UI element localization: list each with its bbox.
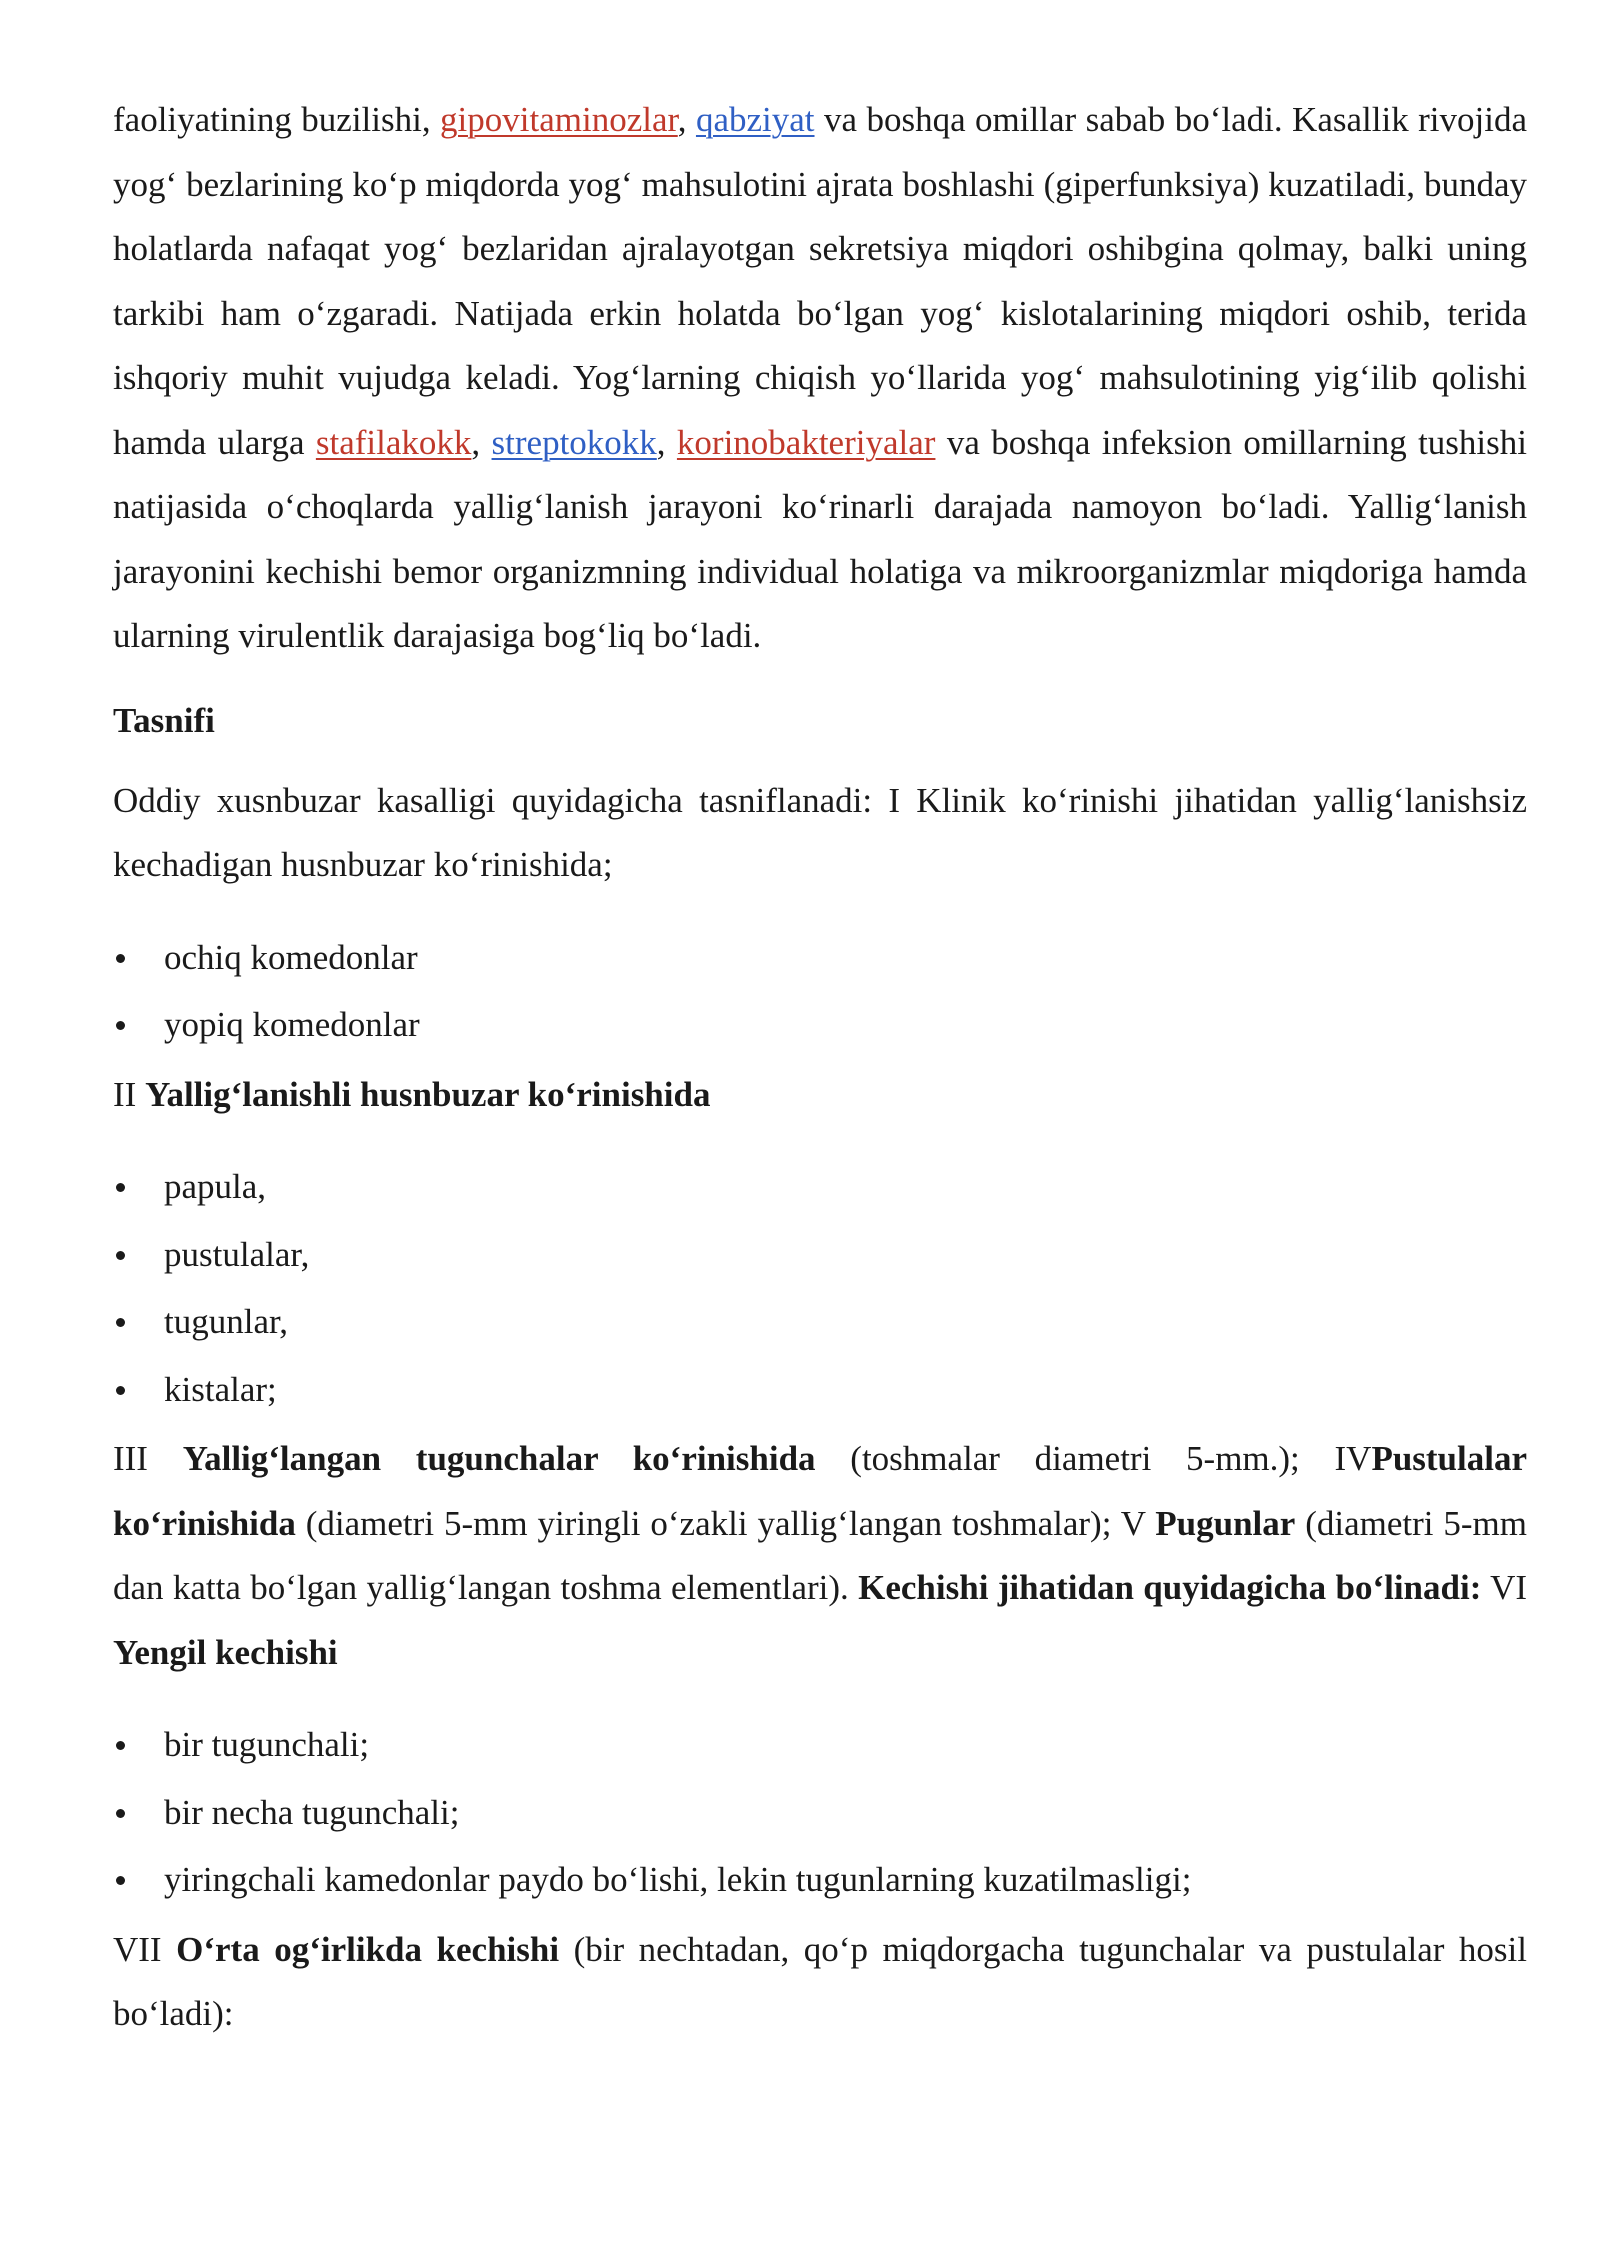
link-korinobakteriyalar[interactable]: korinobakteriyalar	[676, 422, 936, 462]
bullet-icon	[116, 1251, 125, 1260]
intro-text: ,	[656, 422, 677, 462]
bullet-list-inflammatory	[113, 1153, 1527, 1423]
intro-text: faoliyatining buzilishi,	[113, 100, 441, 139]
list-item	[113, 924, 1527, 992]
bullet-icon	[116, 1876, 125, 1885]
list-item-text: yopiq komedonlar	[164, 1005, 420, 1044]
list-item	[113, 1153, 1527, 1221]
list-item-text: pustulalar,	[164, 1234, 310, 1274]
list-item-text: bir tugunchali;	[164, 1725, 370, 1764]
bullet-list-mild	[113, 1711, 1527, 1914]
intro-text: ,	[471, 422, 492, 462]
roman-numeral: II	[113, 1074, 146, 1114]
link-streptokokk[interactable]: streptokokk	[491, 422, 657, 462]
link-qabziyat[interactable]: qabziyat	[695, 100, 815, 139]
bullet-icon	[116, 1741, 125, 1750]
paragraph-text: (diametri 5-mm yiringli o‘zakli yallig‘langan toshmalar); V	[295, 1503, 1156, 1543]
group-2-heading	[113, 1063, 1527, 1128]
section-heading-tasnifi: Tasnifi	[113, 700, 215, 740]
bullet-icon	[116, 1386, 125, 1395]
paragraph-text: (toshmalar diametri 5-mm.); IV	[815, 1439, 1372, 1478]
list-item-text: ochiq komedonlar	[164, 937, 418, 977]
intro-text: va boshqa omillar sabab bo‘ladi. Kasallik rivojida yog‘ bezlarining ko‘p miqdorda yog‘ mahsulotini ajrata boshlashi (giperfunksiya) kuzatiladi, bunday holatlarda nafaqat yog‘ bezlaridan ajralayotgan sekretsiya miqdori oshibgina qolmay, balki uning tarkibi ham o‘zgaradi. Natijada erkin holatda bo‘lgan yog‘ kislotalarining miqdori oshib, terida ishqoriy muhit vujudga keladi. Yog‘larning chiqish yo‘llarida yog‘ mahsulotining yig‘ilib qolishi hamda ularga	[113, 100, 1527, 462]
bullet-icon	[116, 1809, 125, 1818]
classification-intro: Oddiy xusnbuzar kasalligi quyidagicha tasniflanadi: I Klinik ko‘rinishi jihatidan yallig‘lanishsiz kechadigan husnbuzar ko‘rinishida;	[113, 780, 1527, 884]
paragraph-text: VI	[1481, 1568, 1528, 1607]
list-item-text: yiringchali kamedonlar paydo bo‘lishi, lekin tugunlarning kuzatilmasligi;	[164, 1860, 1192, 1899]
roman-numeral: VII	[113, 1929, 177, 1969]
bold-term: O‘rta og‘irlikda kechishi	[176, 1929, 560, 1969]
list-item	[113, 1846, 1527, 1914]
link-stafilakokk[interactable]: stafilakokk	[315, 422, 472, 462]
bold-term: Yallig‘langan tugunchalar ko‘rinishida	[182, 1439, 816, 1478]
list-item	[113, 1221, 1527, 1289]
link-gipovitaminozlar[interactable]: gipovitaminozlar	[440, 100, 678, 139]
group-title: Yallig‘lanishli husnbuzar ko‘rinishida	[145, 1074, 711, 1114]
list-item-text: kistalar;	[164, 1369, 277, 1409]
list-item	[113, 991, 1527, 1059]
bold-term: Pustulalar ko‘rinishida	[113, 1439, 1528, 1543]
list-item-text: papula,	[164, 1167, 267, 1206]
list-item-text: tugunlar,	[164, 1302, 288, 1341]
bullet-icon	[116, 1183, 125, 1192]
bold-term: Yengil kechishi	[113, 1632, 338, 1672]
bullet-icon	[116, 1318, 125, 1327]
list-item	[113, 1711, 1527, 1779]
intro-paragraph	[113, 88, 1527, 669]
bullet-list-noninflammatory	[113, 924, 1527, 1059]
list-item	[113, 1356, 1527, 1424]
roman-numeral: III	[113, 1439, 183, 1478]
list-item-text: bir necha tugunchali;	[164, 1792, 460, 1832]
group-3-paragraph	[113, 1427, 1527, 1685]
bullet-icon	[116, 954, 125, 963]
intro-text: va boshqa infeksion omillarning tushishi natijasida o‘choqlarda yallig‘lanish jarayoni ko‘rinarli darajada namoyon bo‘ladi. Yallig‘lanish jarayonini kechishi bemor organizmning individual holatiga va mikroorganizmlar miqdoriga hamda ularning virulentlik darajasiga bog‘liq bo‘ladi.	[113, 422, 1527, 655]
paragraph-text: (bir nechtadan, qo‘p miqdorgacha tugunchalar va pustulalar hosil bo‘ladi):	[113, 1929, 1527, 2033]
document-page	[113, 88, 1527, 2047]
list-item	[113, 1779, 1527, 1847]
intro-text: ,	[677, 100, 696, 139]
bold-term: Kechishi jihatidan quyidagicha bo‘linadi:	[858, 1568, 1482, 1607]
paragraph-text: (diametri 5-mm dan katta bo‘lgan yallig‘langan toshma elementlari).	[113, 1503, 1527, 1607]
group-4-paragraph	[113, 1918, 1527, 2047]
bold-term: Pugunlar	[1155, 1503, 1296, 1543]
list-item	[113, 1288, 1527, 1356]
bullet-icon	[116, 1021, 125, 1030]
